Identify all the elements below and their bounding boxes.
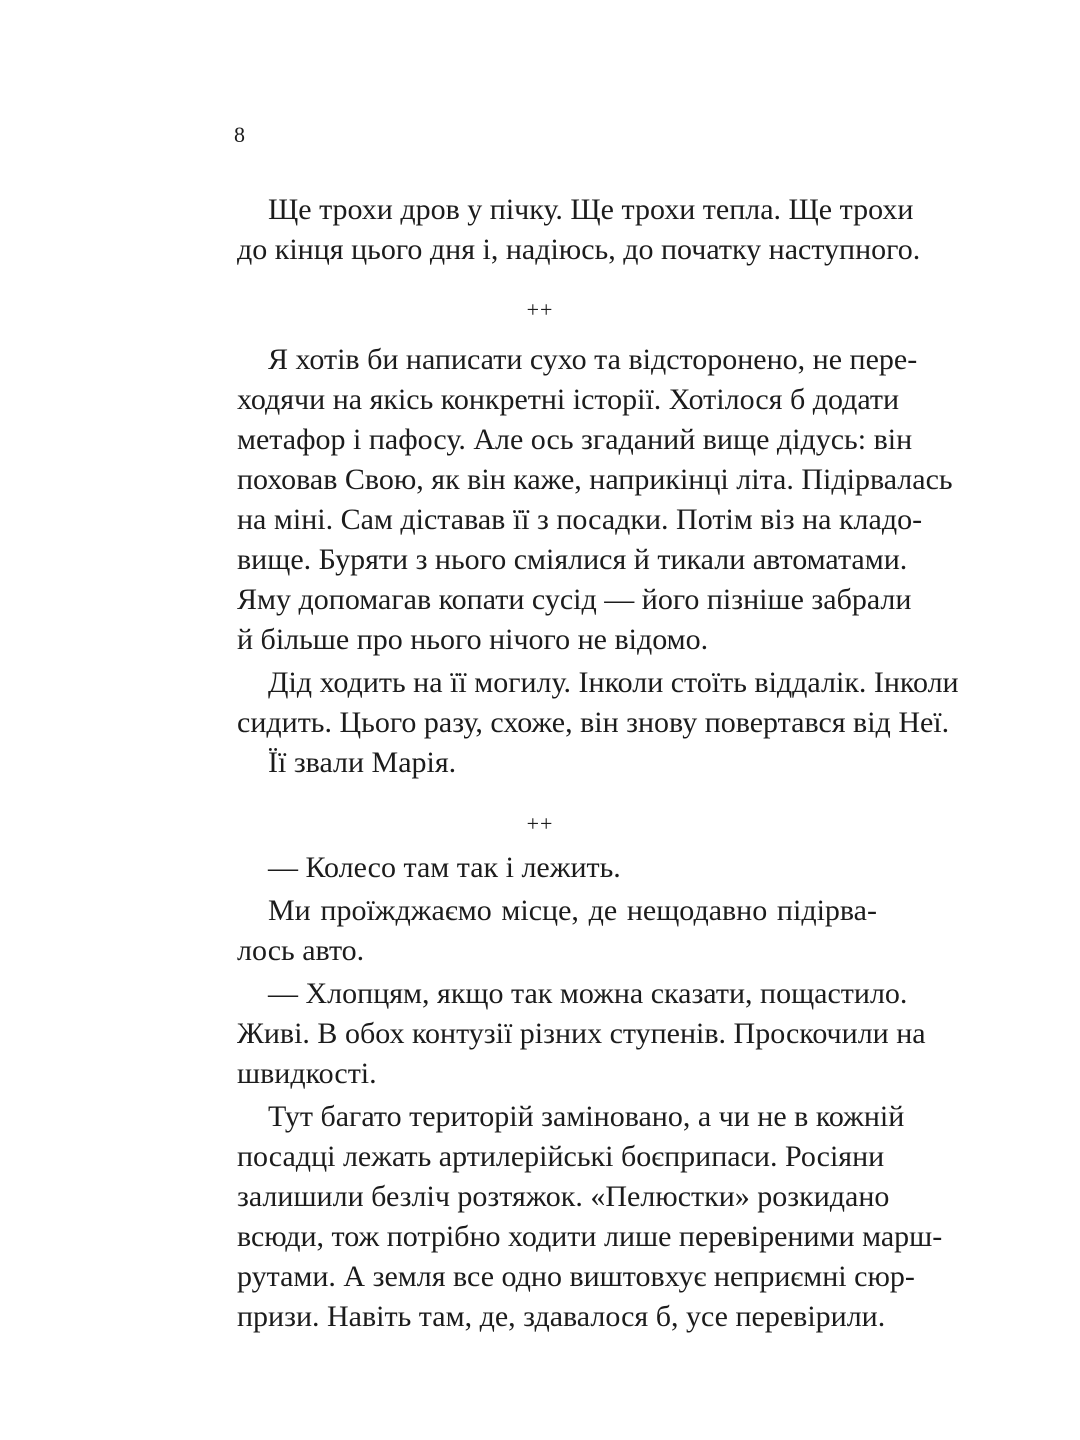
text-line: вище. Буряти з нього сміялися й тикали автоматами. xyxy=(237,543,908,576)
text-line: Яму допомагав копати сусід — його пізніше забрали xyxy=(237,583,912,616)
text-line: Ми проїжджаємо місце, де нещодавно підірва- xyxy=(268,894,877,927)
text-line: до кінця цього дня і, надіюсь, до початку наступного. xyxy=(237,233,921,266)
text-line: Дід ходить на її могилу. Інколи стоїть віддалік. Інколи xyxy=(268,666,959,699)
text-line: залишили безліч розтяжок. «Пелюстки» розкидано xyxy=(237,1180,890,1213)
text-line: сидить. Цього разу, схоже, він знову повертався від Неї. xyxy=(237,706,950,739)
text-line: поховав Свою, як він каже, наприкінці літа. Підірвалась xyxy=(237,463,953,496)
text-line: — Хлопцям, якщо так можна сказати, пощастило. xyxy=(268,977,908,1010)
text-line: Тут багато територій заміновано, а чи не в кожній xyxy=(268,1100,905,1133)
text-line: метафор і пафосу. Але ось згаданий вище дідусь: він xyxy=(237,423,913,456)
section-separator: ++ xyxy=(526,297,554,322)
text-line: посадці лежать артилерійські боєприпаси. Росіяни xyxy=(237,1140,885,1173)
page-number: 8 xyxy=(234,122,245,147)
text-line: рутами. А земля все одно виштовхує неприємні сюр- xyxy=(237,1260,915,1293)
text-line: лось авто. xyxy=(237,934,365,967)
text-line: — Колесо там так і лежить. xyxy=(268,851,621,884)
text-line: всюди, тож потрібно ходити лише перевіреними марш- xyxy=(237,1220,943,1253)
section-separator: ++ xyxy=(526,811,554,836)
text-line: Ще трохи дров у пічку. Ще трохи тепла. Ще трохи xyxy=(268,193,914,226)
text-line: Я хотів би написати сухо та відсторонено, не пере- xyxy=(268,343,918,376)
text-line: на міні. Сам діставав її з посадки. Потім віз на кладо- xyxy=(237,503,923,536)
text-line: ходячи на якісь конкретні історії. Хотілося б додати xyxy=(237,383,900,416)
text-line: й більше про нього нічого не відомо. xyxy=(237,623,709,656)
text-line: Її звали Марія. xyxy=(268,746,457,779)
text-line: призи. Навіть там, де, здавалося б, усе перевірили. xyxy=(237,1300,886,1333)
text-line: швидкості. xyxy=(237,1057,377,1090)
text-line: Живі. В обох контузії різних ступенів. Проскочили на xyxy=(237,1017,926,1050)
